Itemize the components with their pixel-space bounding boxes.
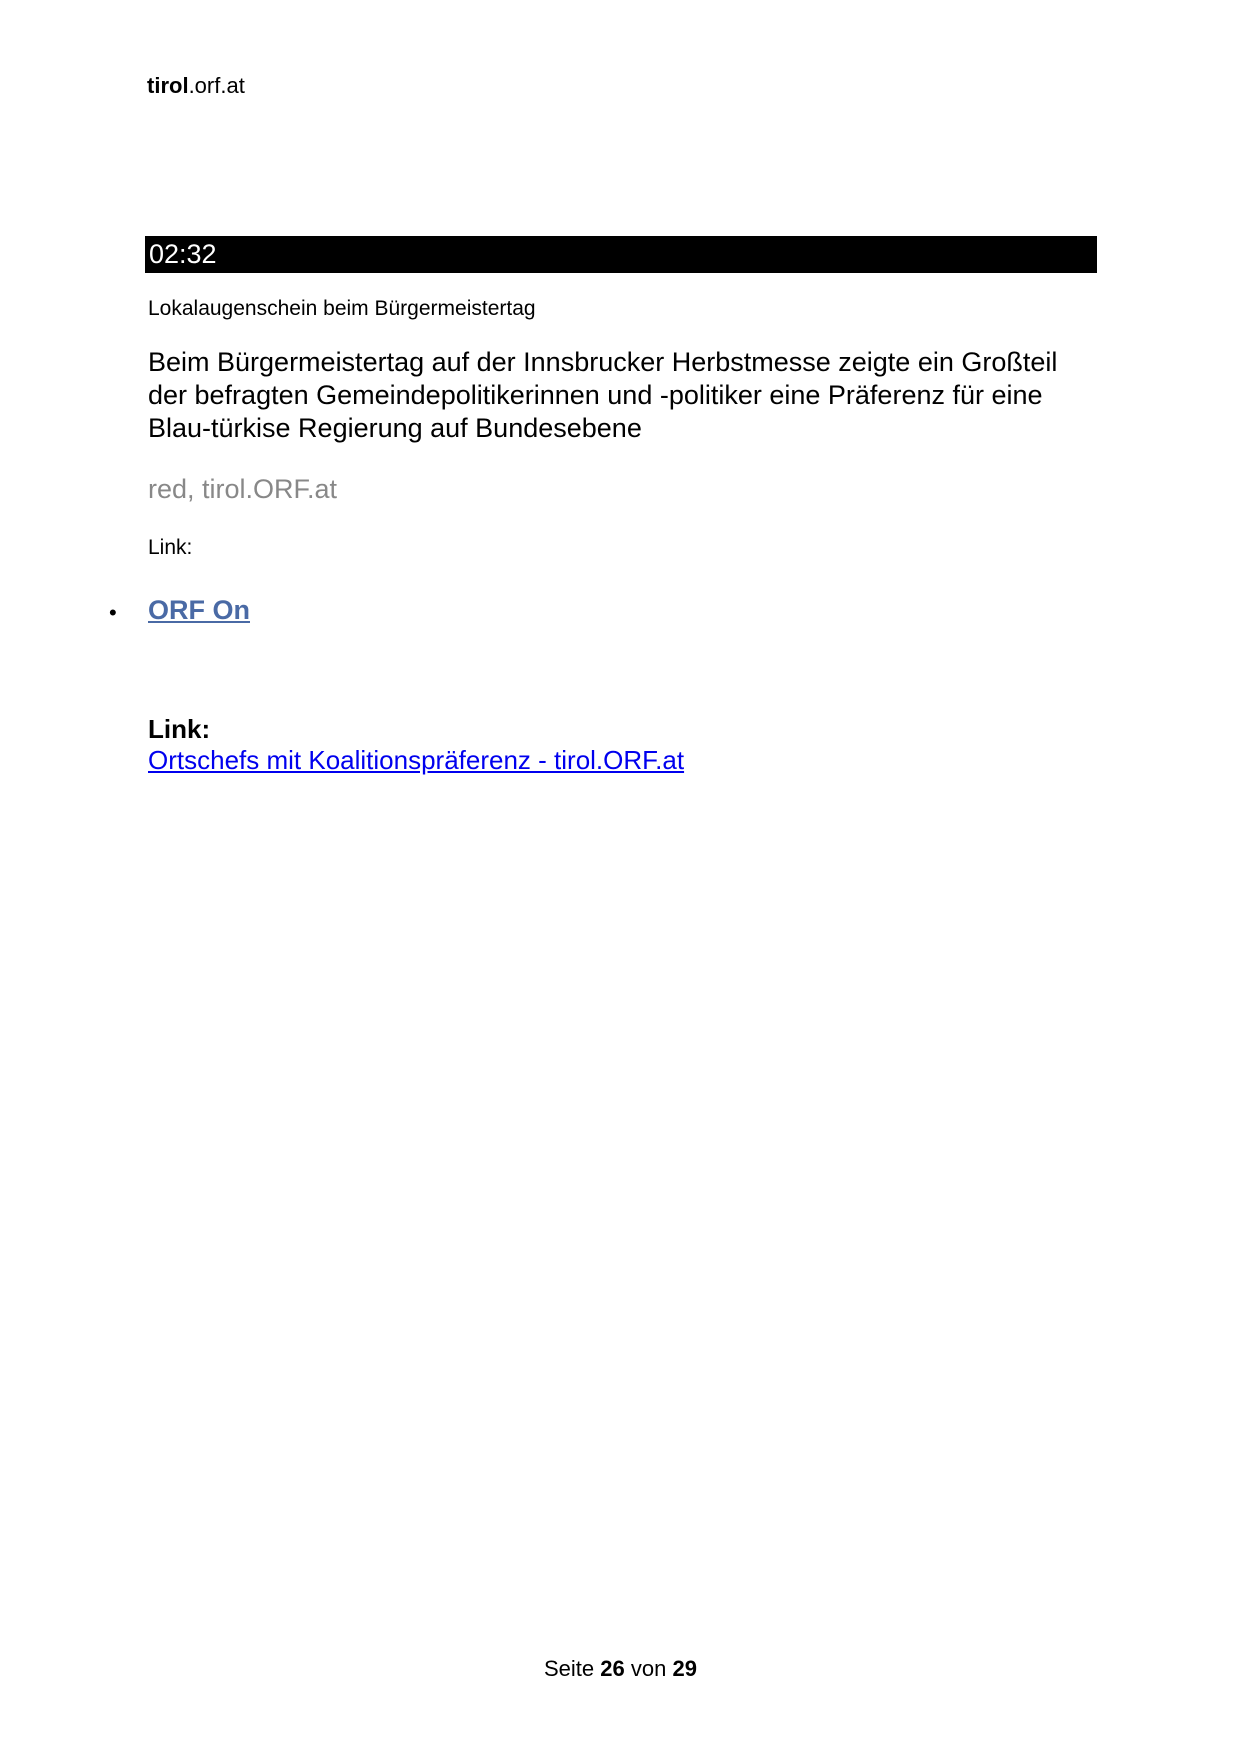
header-site-rest: .orf.at bbox=[188, 73, 245, 98]
source-article-link[interactable]: Ortschefs mit Koalitionspräferenz - tirol.ORF.at bbox=[148, 745, 685, 775]
footer-total-pages: 29 bbox=[672, 1656, 697, 1681]
header-site-bold: tirol bbox=[147, 73, 189, 98]
list-bullet: • bbox=[109, 600, 117, 625]
footer-prefix: Seite bbox=[544, 1656, 595, 1681]
source-link-label: Link: bbox=[148, 714, 211, 744]
page-footer bbox=[0, 1655, 1241, 1683]
footer-current-page: 26 bbox=[600, 1656, 625, 1681]
video-caption: Lokalaugenschein beim Bürgermeistertag bbox=[148, 297, 536, 320]
video-duration-bar[interactable] bbox=[145, 236, 1097, 273]
video-duration: 02:32 bbox=[149, 239, 217, 269]
link-label: Link: bbox=[148, 536, 193, 559]
page-header bbox=[147, 72, 245, 100]
article-lead: Beim Bürgermeistertag auf der Innsbrucker Herbstmesse zeigte ein Großteil der befragten Gemeindepolitikerinnen und -politiker eine Präferenz für eine Blau-türkise Regierung auf Bundesebene bbox=[148, 347, 1058, 443]
article-byline: red, tirol.ORF.at bbox=[148, 474, 338, 504]
orf-on-link[interactable]: ORF On bbox=[148, 595, 250, 625]
footer-middle: von bbox=[630, 1656, 667, 1681]
